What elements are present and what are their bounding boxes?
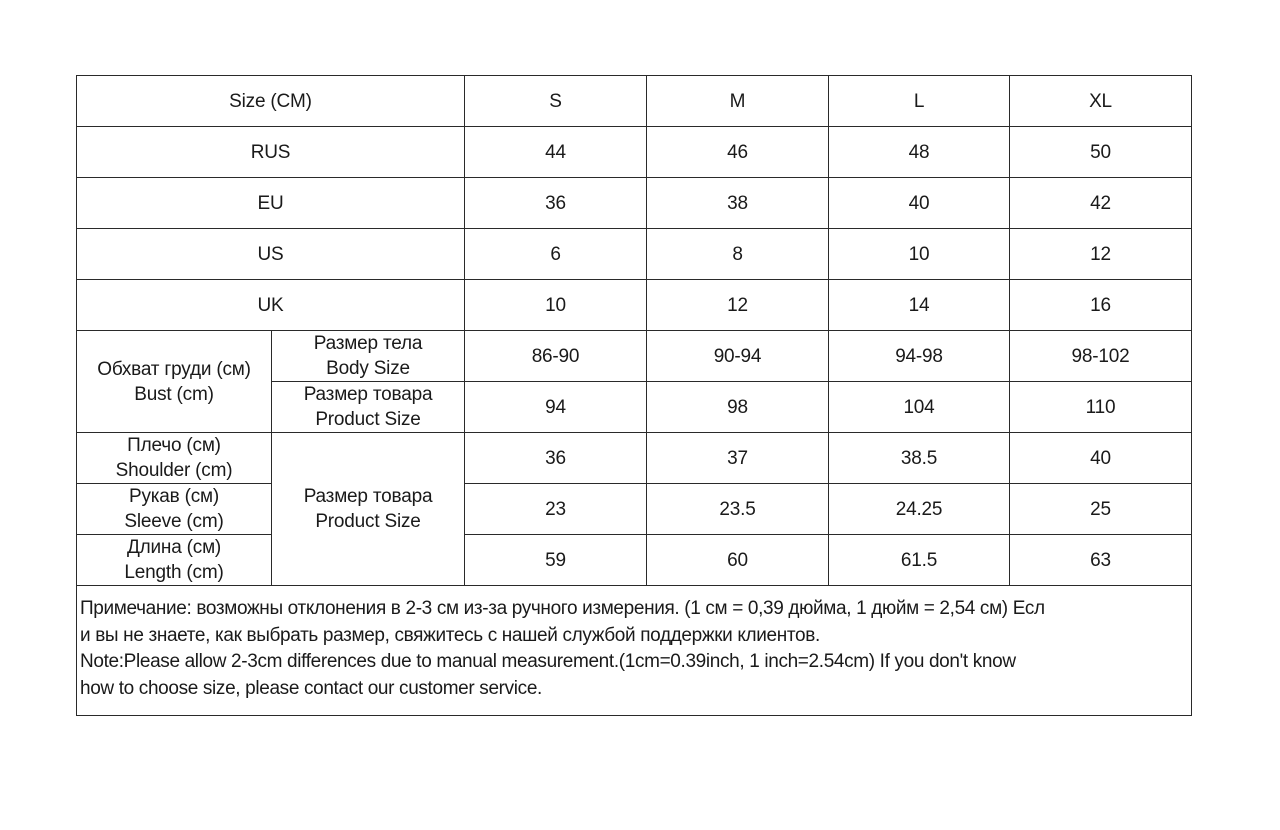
table-cell: 10 xyxy=(465,280,647,331)
table-row-eu xyxy=(77,178,1192,229)
bust-label-ru: Обхват груди (см) xyxy=(97,358,251,380)
table-cell: 6 xyxy=(465,229,647,280)
note-ru-line-2: и вы не знаете, как выбрать размер, свяжитесь с нашей службой поддержки клиентов. xyxy=(80,624,820,646)
shoulder-label xyxy=(77,433,272,484)
sleeve-label-en: Sleeve (cm) xyxy=(124,511,224,532)
table-cell: 90-94 xyxy=(647,331,829,382)
table-cell: 23.5 xyxy=(647,484,829,535)
table-cell: 36 xyxy=(465,178,647,229)
table-row-rus xyxy=(77,127,1192,178)
table-cell: 60 xyxy=(647,535,829,586)
table-cell: 50 xyxy=(1010,127,1192,178)
length-label xyxy=(77,535,272,586)
table-cell: 98 xyxy=(647,382,829,433)
product-size-label xyxy=(272,433,465,586)
length-label-ru: Длина (см) xyxy=(126,537,222,558)
shoulder-label-en: Shoulder (cm) xyxy=(115,460,233,481)
table-cell: 94-98 xyxy=(829,331,1010,382)
size-header-label: Size (CM) xyxy=(77,76,465,127)
table-cell: 42 xyxy=(1010,178,1192,229)
table-cell: 63 xyxy=(1010,535,1192,586)
table-cell: 61.5 xyxy=(829,535,1010,586)
table-cell: 94 xyxy=(465,382,647,433)
table-row-shoulder xyxy=(77,433,1192,484)
size-header-xl: XL xyxy=(1010,76,1192,127)
table-cell: 38.5 xyxy=(829,433,1010,484)
size-header-m: M xyxy=(647,76,829,127)
table-row-uk xyxy=(77,280,1192,331)
size-header-l: L xyxy=(829,76,1010,127)
table-cell: 38 xyxy=(647,178,829,229)
sleeve-label-ru: Рукав (см) xyxy=(128,486,220,507)
table-cell: 37 xyxy=(647,433,829,484)
bust-label xyxy=(77,331,272,433)
note-en-line-2: how to choose size, please contact our customer service. xyxy=(80,677,542,699)
row-label: US xyxy=(77,229,465,280)
sleeve-label xyxy=(77,484,272,535)
row-label: UK xyxy=(77,280,465,331)
bust-product-size-label xyxy=(272,382,465,433)
table-cell: 86-90 xyxy=(465,331,647,382)
table-cell: 98-102 xyxy=(1010,331,1192,382)
bust-label-en: Bust (cm) xyxy=(134,383,214,405)
table-cell: 40 xyxy=(829,178,1010,229)
table-cell: 46 xyxy=(647,127,829,178)
table-cell: 40 xyxy=(1010,433,1192,484)
product-size-label-ru: Размер товара xyxy=(303,486,433,507)
table-cell: 104 xyxy=(829,382,1010,433)
row-label: EU xyxy=(77,178,465,229)
table-cell: 36 xyxy=(465,433,647,484)
table-row-bust-body xyxy=(77,331,1192,382)
bust-product-size-label-en: Product Size xyxy=(315,409,421,430)
table-cell: 10 xyxy=(829,229,1010,280)
table-cell: 59 xyxy=(465,535,647,586)
table-cell: 16 xyxy=(1010,280,1192,331)
size-chart-table xyxy=(76,75,1192,716)
note-row xyxy=(77,586,1192,716)
table-cell: 8 xyxy=(647,229,829,280)
shoulder-label-ru: Плечо (см) xyxy=(127,435,221,456)
table-cell: 24.25 xyxy=(829,484,1010,535)
table-cell: 23 xyxy=(465,484,647,535)
table-cell: 25 xyxy=(1010,484,1192,535)
table-cell: 12 xyxy=(1010,229,1192,280)
table-row-length xyxy=(77,535,1192,586)
bust-product-size-label-ru: Размер товара xyxy=(303,384,433,405)
header-row xyxy=(77,76,1192,127)
length-label-en: Length (cm) xyxy=(124,562,224,583)
table-cell: 48 xyxy=(829,127,1010,178)
body-size-label-en: Body Size xyxy=(326,358,410,379)
measurement-note xyxy=(77,586,1192,716)
table-cell: 44 xyxy=(465,127,647,178)
table-row-us xyxy=(77,229,1192,280)
product-size-label-en: Product Size xyxy=(315,511,421,532)
table-cell: 14 xyxy=(829,280,1010,331)
row-label: RUS xyxy=(77,127,465,178)
body-size-label xyxy=(272,331,465,382)
body-size-label-ru: Размер тела xyxy=(313,333,423,354)
table-cell: 110 xyxy=(1010,382,1192,433)
table-cell: 12 xyxy=(647,280,829,331)
size-header-s: S xyxy=(465,76,647,127)
note-ru-line-1: Примечание: возможны отклонения в 2-3 см из-за ручного измерения. (1 см = 0,39 дюйма, 1 дюйм = 2,54 см) Есл xyxy=(80,598,1045,619)
table-row-sleeve xyxy=(77,484,1192,535)
note-en-line-1: Note:Please allow 2-3cm differences due to manual measurement.(1cm=0.39inch, 1 inch=2.54cm) If you don't know xyxy=(80,651,1016,672)
